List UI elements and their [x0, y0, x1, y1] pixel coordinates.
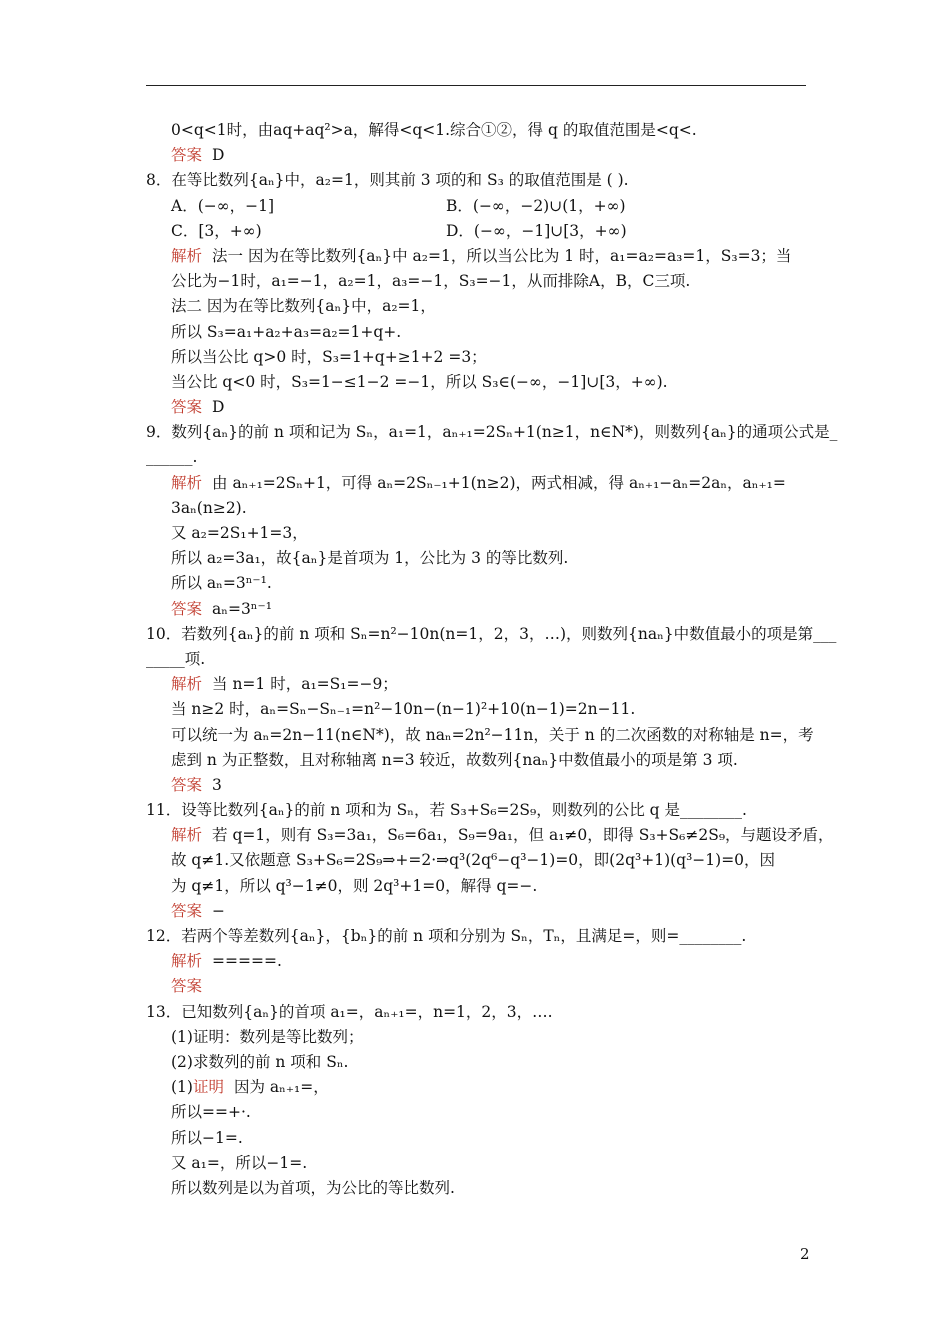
- text-line: [146, 320, 816, 345]
- text-line: [146, 672, 816, 697]
- line-text: 法二 因为在等比数列{aₙ}中，a₂=1，: [171, 297, 436, 316]
- section-tag: 解析: [171, 473, 203, 492]
- document-body: [146, 118, 838, 1201]
- choice-option: D．(−∞，−1]∪[3，+∞): [446, 221, 627, 240]
- text-line: [146, 395, 816, 420]
- line-text: D: [212, 398, 225, 417]
- line-text: 由 aₙ₊₁=2Sₙ+1，可得 aₙ=2Sₙ₋₁+1(n≥2)，两式相减，得 aₙ₊₁−aₙ=2aₙ，aₙ₊₁=: [212, 473, 786, 492]
- text-line: [146, 345, 816, 370]
- text-line: [146, 219, 816, 244]
- text-line: [146, 143, 816, 168]
- line-text: ______.: [146, 448, 198, 467]
- page-number: 2: [800, 1245, 810, 1263]
- line-text: 所以当公比 q>0 时，S₃=1+q+≥1+2 =3；: [171, 347, 487, 366]
- text-line: [146, 420, 838, 445]
- text-line: [146, 370, 816, 395]
- text-line: [146, 118, 816, 143]
- text-line: [146, 823, 834, 848]
- line-text: 因为 aₙ₊₁=，: [233, 1078, 329, 1097]
- text-line: [146, 924, 816, 949]
- line-text: −: [212, 901, 226, 920]
- text-line: [146, 521, 816, 546]
- section-tag: 答案: [171, 398, 203, 417]
- text-line: [146, 269, 816, 294]
- text-line: [146, 471, 816, 496]
- line-text: 当 n≥2 时，aₙ=Sₙ−Sₙ₋₁=n²−10n−(n−1)²+10(n−1)=2n−11.: [171, 700, 636, 719]
- text-line: [146, 647, 816, 672]
- text-line: [146, 723, 816, 748]
- text-line: [146, 697, 816, 722]
- text-line: [146, 1075, 816, 1100]
- text-line: [146, 1176, 816, 1201]
- line-prefix: (1): [171, 1078, 193, 1097]
- text-line: [146, 748, 816, 773]
- line-text: 又 a₂=2S₁+1=3，: [171, 524, 308, 542]
- section-tag: 解析: [171, 826, 203, 845]
- line-text: (1)证明：数列是等比数列；: [171, 1027, 364, 1046]
- text-line: [146, 874, 816, 899]
- line-text: 为 q≠1，所以 q³−1≠0，则 2q³+1=0，解得 q=−.: [171, 876, 538, 895]
- line-text: D: [212, 146, 225, 165]
- line-text: 又 a₁=，所以−1=.: [171, 1153, 308, 1172]
- text-line: [146, 1100, 816, 1125]
- header-rule: [146, 85, 806, 86]
- line-text: 若 q=1，则有 S₃=3a₁，S₆=6a₁，S₉=9a₁，但 a₁≠0，即得 S₃+S₆≠2S₉，与题设矛盾，: [212, 826, 834, 845]
- text-line: [146, 496, 816, 521]
- line-text: 所以数列是以为首项，为公比的等比数列.: [171, 1178, 455, 1197]
- line-text: 13．已知数列{aₙ}的首项 a₁=，aₙ₊₁=，n=1，2，3，….: [146, 1002, 553, 1021]
- line-text: 8．在等比数列{aₙ}中，a₂=1，则其前 3 项的和 S₃ 的取值范围是 ( ).: [146, 171, 629, 190]
- line-text: (2)求数列的前 n 项和 Sₙ.: [171, 1052, 349, 1071]
- line-text: 公比为−1时，a₁=−1，a₂=1，a₃=−1，S₃=−1，从而排除A，B，C三项.: [171, 272, 691, 291]
- text-line: [146, 1151, 816, 1176]
- line-text: 3: [212, 775, 222, 794]
- text-line: [146, 1000, 816, 1025]
- text-line: [146, 244, 816, 269]
- text-line: [146, 1050, 816, 1075]
- line-text: 9．数列{aₙ}的前 n 项和记为 Sₙ，a₁=1，aₙ₊₁=2Sₙ+1(n≥1，n∈N*)，则数列{aₙ}的通项公式是_: [146, 423, 838, 442]
- line-text: 0<q<1时，由aq+aq²>a，解得<q<1.综合①②，得 q 的取值范围是<q<.: [171, 121, 697, 139]
- text-line: [146, 1025, 816, 1050]
- text-line: [146, 848, 816, 873]
- text-line: [146, 194, 816, 219]
- text-line: [146, 899, 816, 924]
- line-text: =====.: [212, 952, 282, 971]
- text-line: [146, 974, 816, 999]
- line-text: 11．设等比数列{aₙ}的前 n 项和为 Sₙ，若 S₃+S₆=2S₉，则数列的公比 q 是________.: [146, 801, 747, 820]
- line-text: 所以==+·.: [171, 1103, 251, 1122]
- choice-option: A．(−∞，−1]: [171, 196, 275, 215]
- text-line: [146, 168, 816, 193]
- line-text: 所以 S₃=a₁+a₂+a₃=a₂=1+q+.: [171, 322, 402, 341]
- section-tag: 解析: [171, 675, 203, 694]
- text-line: [146, 571, 816, 596]
- text-line: [146, 773, 816, 798]
- section-tag: 证明: [192, 1078, 224, 1097]
- line-text: 所以−1=.: [171, 1128, 243, 1147]
- line-text: 所以 aₙ=3ⁿ⁻¹.: [171, 574, 272, 593]
- text-line: [146, 546, 816, 571]
- line-text: 故 q≠1.又依题意 S₃+S₆=2S₉⇒+=2·⇒q³(2q⁶−q³−1)=0，即(2q³+1)(q³−1)=0，因: [171, 851, 776, 870]
- text-line: [146, 597, 816, 622]
- text-line: [146, 798, 816, 823]
- text-line: [146, 622, 837, 647]
- text-line: [146, 1126, 816, 1151]
- section-tag: 答案: [171, 977, 203, 996]
- choice-option: C．[3，+∞): [171, 221, 262, 240]
- line-text: 法一 因为在等比数列{aₙ}中 a₂=1，所以当公比为 1 时，a₁=a₂=a₃=1，S₃=3；当: [212, 246, 792, 265]
- line-text: 12．若两个等差数列{aₙ}，{bₙ}的前 n 项和分别为 Sₙ，Tₙ，且满足=，则=________.: [146, 927, 747, 945]
- line-text: 当 n=1 时，a₁=S₁=−9；: [212, 675, 398, 694]
- section-tag: 答案: [171, 775, 203, 794]
- line-text: 可以统一为 aₙ=2n−11(n∈N*)，故 naₙ=2n²−11n，关于 n 的二次函数的对称轴是 n=，考: [171, 725, 814, 744]
- line-text: 3aₙ(n≥2).: [171, 498, 247, 517]
- line-text: 所以 a₂=3a₁，故{aₙ}是首项为 1，公比为 3 的等比数列.: [171, 549, 569, 568]
- section-tag: 解析: [171, 246, 203, 265]
- text-line: [146, 445, 816, 470]
- line-text: aₙ=3ⁿ⁻¹: [212, 599, 272, 618]
- text-line: [146, 294, 816, 319]
- line-text: 10．若数列{aₙ}的前 n 项和 Sₙ=n²−10n(n=1，2，3，…)，则数列{naₙ}中数值最小的项是第___: [146, 624, 837, 643]
- section-tag: 答案: [171, 146, 203, 165]
- line-text: _____项.: [146, 649, 206, 668]
- choice-option: B．(−∞，−2)∪(1，+∞): [446, 196, 626, 215]
- section-tag: 答案: [171, 599, 203, 618]
- section-tag: 答案: [171, 901, 203, 920]
- text-line: [146, 949, 816, 974]
- section-tag: 解析: [171, 952, 203, 971]
- line-text: 虑到 n 为正整数，且对称轴离 n=3 较近，故数列{naₙ}中数值最小的项是第 3 项.: [171, 750, 738, 769]
- line-text: 当公比 q<0 时，S₃=1−≤1−2 =−1，所以 S₃∈(−∞，−1]∪[3，+∞).: [171, 372, 668, 391]
